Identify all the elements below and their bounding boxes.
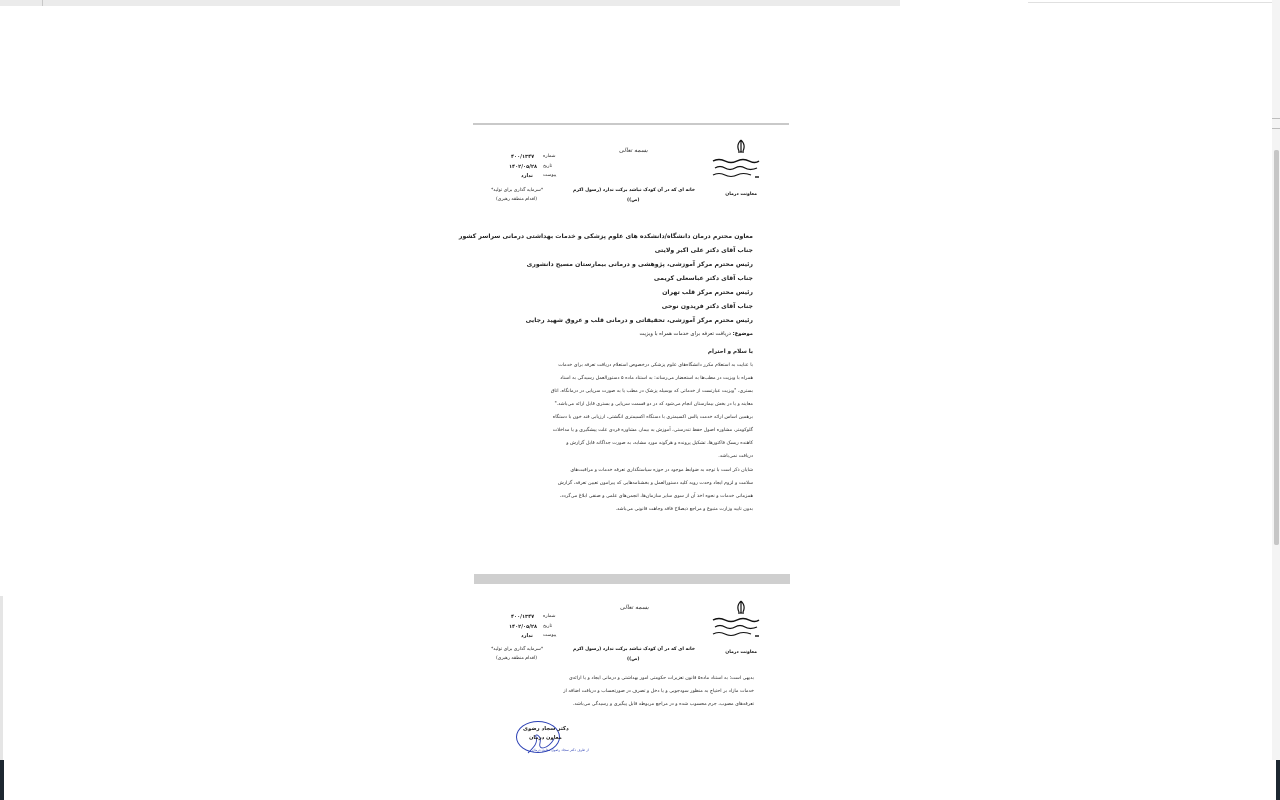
letter-date: ۱۴۰۲/۰۵/۲۸ xyxy=(509,164,538,170)
p2-line-1: شایان ذکر است با توجه به ضوابط موجود در حوزه سیاستگذاری تعرفه خدمات و مراقبت‌های xyxy=(570,468,753,473)
iran-emblem-icon xyxy=(735,139,747,153)
p2-line-2: سلامت و لزوم ایجاد وحدت رویه کلیه دستورالعمل و بخشنامه‌هایی که پیرامون تعیین تعرفه، گزارش xyxy=(557,481,753,486)
p1-line-4: معاینه و یا در بخش بیمارستان انجام می‌شود که در دو قسمت سرپایی و بستری قابل ارائه می‌باشد." xyxy=(554,402,753,407)
addressee-5: رئیس محترم مرکز قلب تهران xyxy=(662,289,753,296)
note-line-2: (اقدام منطقه رهبری) xyxy=(496,656,538,661)
addressee-3: رئیس محترم مرکز آموزشی، پژوهشی و درمانی بیمارستان مسیح دانشوری xyxy=(526,261,753,268)
p2-line-3: همزمانی خدمات و نحوه اخذ آن از سوی سایر سازمان‌ها، انجمن‌های علمی و صنفی ابلاغ می‌گردد، xyxy=(559,494,753,499)
label-date: تاریخ xyxy=(543,624,553,629)
addressee-2: جناب آقای دکتر علی اکبر ولایتی xyxy=(654,247,753,254)
attachment-value: ندارد xyxy=(521,173,533,179)
addressee-1: معاون محترم درمان دانشگاه/دانشکده های علوم پزشکی و خدمات بهداشتی درمانی سراسر کشور xyxy=(458,233,753,240)
p3-line-1: بدیهی است؛ به استناد ماده۵ قانون تعزیرات حکومتی امور بهداشتی و درمانی ایجاد و یا ارائه‌ی xyxy=(568,676,754,681)
note-line-1: *سرمایه گذاری برای تولید* xyxy=(491,188,544,193)
p1-line-2: همراه با ویزیت در مطب‌ها به استحضار می‌رساند: به استناد ماده ۵ دستورالعمل رسیدگی به اسناد xyxy=(560,376,753,381)
label-attachment: پیوست xyxy=(543,633,557,638)
vertical-scrollbar-thumb[interactable] xyxy=(1274,150,1279,545)
p1-line-8: دریافت نمی‌باشد. xyxy=(718,454,753,459)
addressee-6: جناب آقای دکتر فریدون نوحی xyxy=(661,303,753,310)
p3-line-2: خدمات مازاد بر احتیاج به منظور سودجویی و یا دخل و تصرف در صورتحساب و دریافت اضافه از xyxy=(563,689,754,694)
p1-line-1: با عنایت به استعلام مکرر دانشگاه‌های علوم پزشکی درخصوص استعلام دریافت تعرفه برای خدمات xyxy=(558,363,753,368)
motto-line-1: خانه ای که در آن کودک نباشد برکت ندارد (رسول اکرم xyxy=(573,188,696,193)
document-page-1 xyxy=(458,123,789,535)
taskbar-edge-right xyxy=(1276,760,1280,800)
taskbar-edge-left xyxy=(0,760,4,800)
left-panel-edge xyxy=(0,596,3,760)
motto-line-2: (ص)) xyxy=(627,657,640,662)
p3-line-3: تعرفه‌های مصوب، جرم محسوب شده و در مراجع مربوطه قابل پیگیری و رسیدگی می‌باشد. xyxy=(572,702,754,707)
bismillah: بسمه تعالی xyxy=(620,604,649,611)
label-number: شماره xyxy=(543,614,556,619)
scrollbar-tick xyxy=(1272,118,1280,119)
motto-line-1: خانه ای که در آن کودک نباشد برکت ندارد (رسول اکرم xyxy=(573,647,696,652)
motto-line-2: (ص)) xyxy=(627,198,640,203)
dept-label: معاونت درمان xyxy=(725,650,757,655)
note-line-2: (اقدام منطقه رهبری) xyxy=(496,197,538,202)
signer-name: دکتر سجاد رضوی xyxy=(523,726,569,732)
p1-line-7: کاهنده ریسک فاکتورها، تشکیل پرونده و هرگونه مورد مشابه، به صورت جداگانه قابل گزارش و xyxy=(566,441,753,446)
greeting: با سلام و احترام xyxy=(707,349,753,355)
p1-line-5: برهمین اساس ارائه خدمت پالس اکسیمتری با دستگاه اکسیمتری انگشتی، ارزیابی قند خون با دستگاه xyxy=(552,415,753,420)
addressee-7: رئیس محترم مرکز آموزشی، تحقیقاتی و درمانی قلب و عروق شهید رجایی xyxy=(525,317,753,324)
dept-label: معاونت درمان xyxy=(725,192,757,197)
note-line-1: *سرمایه گذاری برای تولید* xyxy=(491,647,544,652)
signature-mark-icon xyxy=(524,729,564,759)
toolbar-divider xyxy=(42,0,43,6)
document-page-2 xyxy=(474,584,790,760)
p1-line-6: گلوکومتر، مشاوره اصول حفظ تندرستی، آموزش به بیمار، مشاوره فردی علت پیشگیری و یا مداخلات xyxy=(552,428,753,433)
ministry-logo-icon xyxy=(711,616,761,640)
subject-line xyxy=(639,331,753,337)
ministry-logo-icon xyxy=(711,157,761,181)
signature-stamp-note: از طرف دکتر سجاد رضوی معاون درمان xyxy=(532,748,589,752)
signer-title: معاون درمان xyxy=(529,735,562,741)
label-number: شماره xyxy=(543,154,556,159)
toolbar-line xyxy=(1028,2,1280,3)
bismillah: بسمه تعالی xyxy=(619,147,648,154)
label-date: تاریخ xyxy=(543,164,553,169)
page-separator xyxy=(474,574,790,584)
letter-number: ۴۰۰/۱۳۴۷ xyxy=(511,614,535,620)
subject-label: موضوع: xyxy=(732,331,753,337)
subject-text: دریافت تعرفه برای خدمات همراه با ویزیت xyxy=(639,331,731,337)
iran-emblem-icon xyxy=(735,600,747,614)
letter-number: ۴۰۰/۱۳۴۷ xyxy=(511,154,535,160)
scrollbar-tick xyxy=(1272,128,1280,129)
top-toolbar-strip xyxy=(0,0,900,6)
label-attachment: پیوست xyxy=(543,173,557,178)
p1-line-3: بستری، "ویزیت عبارتست از خدماتی که بوسیله پزشک در مطب یا به صورت سرپایی در درمانگاه، اتاق xyxy=(550,389,753,394)
p2-line-4: بدون تایید وزارت متبوع و مراجع ذیصلاح فاقد وجاهت قانونی می‌باشد. xyxy=(615,507,753,512)
attachment-value: ندارد xyxy=(521,633,533,639)
addressee-4: جناب آقای دکتر عباسعلی کریمی xyxy=(653,275,753,282)
letter-date: ۱۴۰۲/۰۵/۲۸ xyxy=(509,624,538,630)
